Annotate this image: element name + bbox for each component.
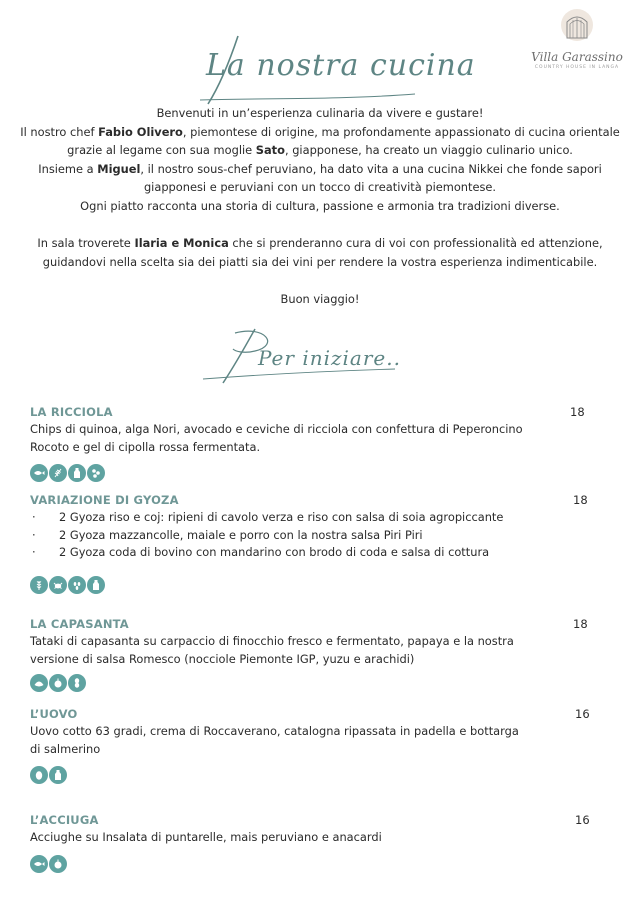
logo-name: Villa Garassino (531, 50, 623, 64)
allergen-icons (30, 766, 610, 784)
nuts-icon (49, 855, 67, 873)
intro-line: Insieme a Miguel, il nostro sous-chef peruviano, ha dato vita a una cucina Nikkei che fonde sapori (38, 161, 602, 176)
dish-price: 16 (575, 813, 590, 827)
allergen-icons (30, 576, 610, 594)
peanut-icon (68, 674, 86, 692)
intro-line: giapponesi e peruviani con un tocco di creatività piemontese. (143, 180, 497, 195)
dish-name: LA CAPASANTA (30, 617, 129, 631)
mollusc-icon (30, 674, 48, 692)
gluten-icon (49, 464, 67, 482)
intro-line: Ogni piatto racconta una storia di cultura, passione e armonia tra tradizioni diverse. (80, 198, 560, 213)
allergen-icons (30, 674, 610, 692)
dish-description: Uovo cotto 63 gradi, crema di Roccaverano, catalogna ripassata in padella e bottarga di salmerino (30, 724, 519, 756)
dish-description: Tataki di capasanta su carpaccio di finocchio fresco e fermentato, papaya e la nostra versione di salsa Romesco (nocciole Piemonte IGP, yuzu e arachidi) (30, 634, 514, 666)
intro-text (0, 104, 640, 309)
list-item: · 2 Gyoza riso e coj: ripieni di cavolo verza e riso con salsa di soia agropiccante (30, 509, 610, 527)
intro-line: grazie al legame con sua moglie Sato, giapponese, ha creato un viaggio culinario unico. (67, 143, 573, 158)
milk-icon (87, 576, 105, 594)
villa-emblem-icon (555, 8, 599, 42)
intro-line: Benvenuti in un’esperienza culinaria da vivere e gustare! (156, 106, 484, 120)
wheat-icon (30, 576, 48, 594)
dish-price: 18 (573, 617, 588, 631)
section-title: Per iniziare.. (258, 346, 401, 370)
milk-icon (49, 766, 67, 784)
dish-description: Chips di quinoa, alga Nori, avocado e ceviche di ricciola con confettura di Peperoncino Rocoto e gel di cipolla rossa fermentata. (30, 422, 523, 454)
closing-line: Buon viaggio! (280, 291, 360, 306)
logo-tagline: COUNTRY HOUSE IN LANGA (534, 65, 620, 70)
dish-item (30, 617, 610, 692)
dish-price: 18 (573, 493, 588, 507)
brand-logo (522, 8, 632, 70)
staff-names: Ilaria e Monica (134, 236, 229, 251)
egg-icon (30, 766, 48, 784)
list-item: · 2 Gyoza coda di bovino con mandarino con brodo di coda e salsa di cottura (30, 544, 610, 562)
intro-line: Il nostro chef Fabio Olivero, piemontese di origine, ma profondamente appassionato di cucina orientale (20, 124, 620, 139)
dish-price: 16 (575, 707, 590, 721)
dish-name: L’UOVO (30, 707, 78, 721)
chef-name: Fabio Olivero (98, 124, 183, 139)
page-title: La nostra cucina (206, 48, 476, 83)
sesame-icon (68, 576, 86, 594)
fish-icon (30, 464, 48, 482)
dish-item (30, 707, 610, 784)
milk-icon (68, 464, 86, 482)
list-item: · 2 Gyoza mazzancolle, maiale e porro con la nostra salsa Piri Piri (30, 527, 610, 545)
dish-price: 18 (570, 405, 585, 419)
dish-name: LA RICCIOLA (30, 405, 113, 419)
allergen-icons (30, 855, 610, 873)
dish-name: VARIAZIONE DI GYOZA (30, 493, 179, 507)
dish-name: L’ACCIUGA (30, 813, 99, 827)
dish-description: Acciughe su Insalata di puntarelle, mais peruviano e anacardi (30, 830, 382, 844)
crustacean-icon (49, 576, 67, 594)
wife-name: Sato (255, 143, 285, 158)
allergen-icons (30, 464, 610, 482)
fish-icon (30, 855, 48, 873)
dish-item (30, 813, 610, 873)
soy-icon (87, 464, 105, 482)
dish-item (30, 493, 610, 594)
intro-line: guidandovi nella scelta sia dei piatti sia dei vini per rendere la vostra esperienza indimenticabile. (42, 254, 598, 269)
dish-item (30, 405, 610, 482)
dish-list (30, 509, 610, 562)
nuts-icon (49, 674, 67, 692)
intro-line: In sala troverete Ilaria e Monica che si prenderanno cura di voi con professionalità ed attenzione, (37, 236, 603, 251)
souschef-name: Miguel (97, 161, 141, 176)
